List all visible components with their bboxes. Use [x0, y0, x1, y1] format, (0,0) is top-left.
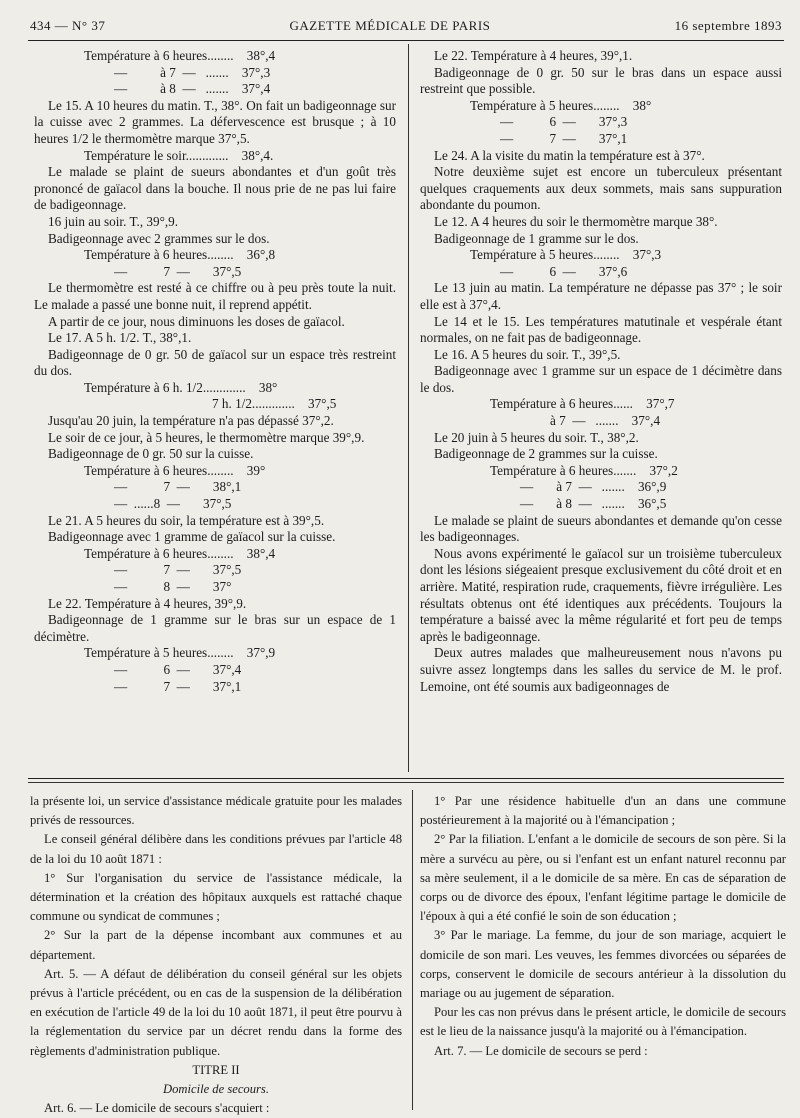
article-column-left	[34, 48, 396, 695]
paragraph: Badigeonnage de 1 gramme sur le dos.	[434, 230, 639, 246]
temperature-reading: — 8 — 37°	[114, 579, 232, 594]
section-subheading: Domicile de secours.	[163, 1082, 269, 1097]
paragraph: Le 20 juin à 5 heures du soir. T., 38°,2.	[434, 429, 639, 445]
temperature-reading: — 7 — 37°,5	[114, 263, 242, 279]
paragraph: Art. 7. — Le domicile de secours se perd :	[434, 1043, 648, 1058]
paragraph: Le 14 et le 15. Les températures matutinale et vespérale étant normales, on ne fait pas de badigeonnage.	[420, 313, 782, 346]
temperature-reading: — 7 — 37°,5	[114, 562, 242, 578]
paragraph: 1° Par une résidence habituelle d'un an dans une commune postérieurement à la majorité ou à l'émancipation ;	[420, 794, 786, 828]
law-column-left	[30, 792, 402, 1118]
paragraph: Le 16. A 5 heures du soir. T., 39°,5.	[434, 346, 621, 362]
temperature-reading: — à 8 — ....... 36°,5	[520, 496, 667, 512]
paragraph: Le 21. A 5 heures du soir, la température est à 39°,5.	[48, 512, 325, 528]
issue-date: 16 septembre 1893	[674, 18, 782, 33]
temperature-reading: à 7 — ....... 37°,4	[550, 413, 661, 429]
temperature-reading: Température à 6 heures........ 39°	[84, 462, 266, 478]
paragraph: Le 22. Température à 4 heures, 39°,9.	[48, 595, 247, 611]
paragraph: Badigeonnage avec 2 grammes sur le dos.	[48, 230, 270, 246]
paragraph: 2° Par la filiation. L'enfant a le domicile de secours de son père. Si la mère a survécu au père, ou si l'enfant est un enfant naturel reconnu par sa mère seulement, il a le domicile de sa mère. En cas de séparation de corps ou de divorce des époux, l'enfant légitime partage le domicile de l'époux à qui a été confié le soin de son éducation ;	[420, 832, 786, 924]
paragraph: Le 15. A 10 heures du matin. T., 38°. On fait un badigeonnage sur la cuisse avec 2 grammes. La défervescence est brusque ; à 10 heures 1/2 le thermomètre marque 37°,5.	[34, 97, 396, 146]
paragraph: Badigeonnage de 1 gramme sur le bras sur un espace de 1 décimètre.	[34, 612, 396, 644]
paragraph: Jusqu'au 20 juin, la température n'a pas dépassé 37°,2.	[48, 413, 334, 429]
paragraph: Le 24. A la visite du matin la température est à 37°.	[434, 147, 705, 163]
paragraph: Le 22. Température à 4 heures, 39°,1.	[434, 48, 633, 63]
law-column-right	[420, 792, 786, 1061]
paragraph: Badigeonnage avec 1 gramme sur un espace de 1 décimètre dans le dos.	[420, 363, 782, 395]
paragraph: la présente loi, un service d'assistance médicale gratuite pour les malades privés de ressources.	[30, 794, 402, 828]
section-rule	[28, 778, 784, 779]
temperature-reading: Température à 6 heures....... 37°,2	[490, 462, 678, 478]
temperature-reading: Température à 5 heures........ 37°,3	[470, 247, 662, 263]
paragraph: Badigeonnage de 0 gr. 50 sur le bras dans un espace aussi restreint que possible.	[420, 64, 782, 97]
temperature-reading: Température à 6 heures...... 37°,7	[490, 396, 675, 412]
paragraph: Le malade se plaint de sueurs abondantes et demande qu'on cesse les badigeonnages.	[420, 512, 782, 545]
temperature-reading: — à 8 — ....... 37°,4	[114, 81, 271, 97]
temperature-reading: Température à 6 heures........ 36°,8	[84, 247, 276, 263]
page-header	[30, 16, 782, 36]
temperature-reading: 7 h. 1/2............. 37°,5	[212, 396, 337, 412]
temperature-reading: — ......8 — 37°,5	[114, 496, 232, 512]
paragraph: Badigeonnage de 0 gr. 50 sur la cuisse.	[48, 446, 254, 462]
paragraph: Le 17. A 5 h. 1/2. T., 38°,1.	[48, 330, 192, 346]
paragraph: Le 13 juin au matin. La température ne dépasse pas 37° ; le soir elle est à 37°,4.	[420, 280, 782, 312]
temperature-reading: — à 7 — ....... 37°,3	[114, 64, 271, 80]
column-divider	[408, 44, 409, 772]
paragraph: Le 12. A 4 heures du soir le thermomètre marque 38°.	[434, 213, 718, 229]
paragraph: Badigeonnage avec 1 gramme de gaïacol sur la cuisse.	[48, 529, 336, 545]
temperature-reading: Température à 5 heures........ 37°,9	[84, 645, 276, 661]
paragraph: Le soir de ce jour, à 5 heures, le thermomètre marque 39°,9.	[48, 429, 365, 445]
paragraph: 2° Sur la part de la dépense incombant aux communes et au département.	[30, 928, 402, 962]
temperature-reading: — 7 — 38°,1	[114, 479, 242, 495]
article-column-right	[420, 48, 782, 695]
section-heading: TITRE II	[192, 1062, 240, 1077]
temperature-reading: Température à 6 heures........ 38°,4	[84, 545, 276, 561]
paragraph: Le conseil général délibère dans les conditions prévues par l'article 48 de la loi du 10 août 1871 :	[30, 832, 402, 866]
temperature-reading: — 6 — 37°,4	[114, 661, 242, 677]
temperature-reading: — 6 — 37°,6	[500, 263, 628, 279]
page-number: 434 — N° 37	[30, 18, 106, 33]
paragraph: Le malade se plaint de sueurs abondantes et d'un goût très prononcé de gaïacol dans la bouche. Il nous prie de ne pas lui faire de badigeonnage.	[34, 164, 396, 213]
paragraph: Le thermomètre est resté à ce chiffre ou à peu près toute la nuit. Le malade a passé une bonne nuit, il reprend appétit.	[34, 280, 396, 312]
paragraph: Notre deuxième sujet est encore un tuberculeux présentant quelques craquements aux deux sommets, mais sans suppuration abondante du poumon.	[420, 164, 782, 213]
paragraph: Badigeonnage de 2 grammes sur la cuisse.	[434, 446, 658, 462]
paragraph: Art. 6. — Le domicile de secours s'acquiert :	[44, 1101, 270, 1116]
column-divider-bottom	[412, 790, 413, 1110]
temperature-reading: Température à 6 heures........ 38°,4	[84, 48, 276, 63]
temperature-reading: Température à 5 heures........ 38°	[470, 97, 652, 113]
temperature-reading: — à 7 — ....... 36°,9	[520, 479, 667, 495]
paragraph: Nous avons expérimenté le gaïacol sur un troisième tuberculeux dont les lésions siégeaient presque exclusivement du côté droit et en arrière. Matité, respiration rude, craquements, fièvre irrégulière. Les résultats obtenus ont été identiques aux précédents. Toujours la température a baissé avec la même régularité et fort peu de temps après le badigeonnage.	[420, 545, 782, 644]
paragraph: 3° Par le mariage. La femme, du jour de son mariage, acquiert le domicile de son mari. Les veuves, les femmes divorcées ou séparées de corps, conservent le domicile de secours antérieur à la dissolution du mariage ou au jugement de séparation.	[420, 928, 786, 1001]
paragraph: 1° Sur l'organisation du service de l'assistance médicale, la détermination et la création des hôpitaux auxquels est rattaché chaque commune ou syndicat de communes ;	[30, 870, 402, 924]
paragraph: A partir de ce jour, nous diminuons les doses de gaïacol.	[48, 313, 345, 329]
temperature-reading: Température à 6 h. 1/2............. 38°	[84, 379, 278, 395]
paragraph: Badigeonnage de 0 gr. 50 de gaïacol sur un espace très restreint du dos.	[34, 346, 396, 379]
temperature-reading: — 7 — 37°,1	[114, 678, 242, 694]
paragraph: Deux autres malades que malheureusement nous n'avons pu suivre assez longtemps dans les salles du service de M. le prof. Lemoine, ont été soumis aux badigeonnages de	[420, 645, 782, 694]
temperature-reading: Température le soir............. 38°,4.	[84, 147, 274, 163]
section-rule-double	[28, 782, 784, 783]
paragraph: Pour les cas non prévus dans le présent article, le domicile de secours est le lieu de la naissance jusqu'à la majorité ou à l'émancipation.	[420, 1005, 786, 1039]
journal-title: GAZETTE MÉDICALE DE PARIS	[289, 18, 491, 33]
paragraph: Art. 5. — A défaut de délibération du conseil général sur les objets prévus à l'article précédent, ou en cas de la suspension de la délibération en exécution de l'article 49 de la loi du 10 août 1871, il peut être pourvu à la réglementation du service par un décret rendu dans la forme des règlements d'administration publique.	[30, 966, 402, 1058]
header-rule	[28, 40, 784, 41]
temperature-reading: — 6 — 37°,3	[500, 114, 628, 130]
paragraph: 16 juin au soir. T., 39°,9.	[48, 213, 179, 229]
temperature-reading: — 7 — 37°,1	[500, 130, 628, 146]
